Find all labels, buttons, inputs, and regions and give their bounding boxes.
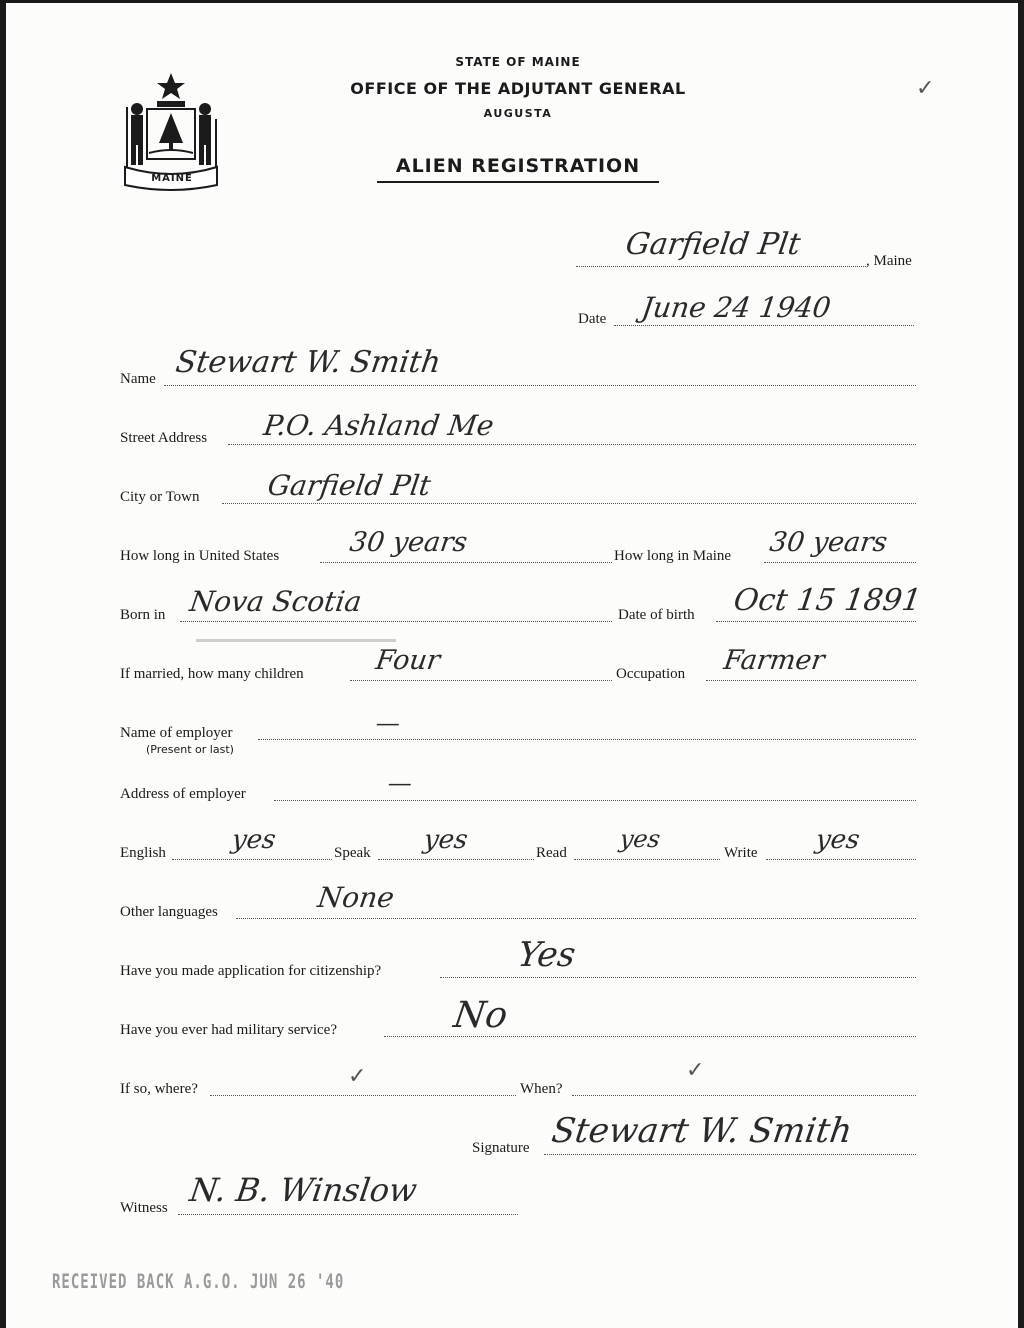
born-in-label: Born in xyxy=(120,607,166,623)
speak-label: Speak xyxy=(334,845,371,861)
how-long-us-value: 30 years xyxy=(347,527,470,558)
employer-address-value: — xyxy=(386,769,414,797)
read-value: yes xyxy=(618,825,663,853)
children-value: Four xyxy=(373,645,442,676)
occupation-value: Farmer xyxy=(721,645,827,676)
city-town-line xyxy=(222,503,916,504)
signature-value: Stewart W. Smith xyxy=(549,1111,855,1151)
witness-value: N. B. Winslow xyxy=(187,1171,420,1209)
how-long-maine-line xyxy=(764,562,916,563)
how-long-us-line xyxy=(320,562,612,563)
children-label: If married, how many children xyxy=(120,666,304,682)
corner-check-mark: ✓ xyxy=(916,75,935,100)
english-label: English xyxy=(120,845,166,861)
english-value: yes xyxy=(229,825,278,855)
street-address-label: Street Address xyxy=(120,430,208,446)
name-line xyxy=(164,385,916,386)
write-label: Write xyxy=(724,845,758,861)
speak-line xyxy=(378,859,534,860)
where-line xyxy=(210,1095,516,1096)
signature-line xyxy=(544,1154,916,1155)
born-in-value: Nova Scotia xyxy=(187,585,364,618)
citizenship-label: Have you made application for citizenship? xyxy=(120,963,382,979)
where-value: ✓ xyxy=(348,1063,367,1088)
other-languages-line xyxy=(236,918,916,919)
speak-value: yes xyxy=(421,825,470,855)
city-town-label: City or Town xyxy=(120,489,200,505)
military-line xyxy=(384,1036,916,1037)
employer-name-line xyxy=(258,739,916,740)
maine-suffix: , Maine xyxy=(866,253,912,269)
employer-name-value: — xyxy=(374,709,402,737)
when-label: When? xyxy=(520,1081,563,1097)
citizenship-value: Yes xyxy=(515,935,578,975)
military-value: No xyxy=(451,995,511,1036)
date-label: Date xyxy=(578,311,607,327)
employer-address-label: Address of employer xyxy=(120,786,246,802)
street-address-line xyxy=(228,444,916,445)
how-long-us-label: How long in United States xyxy=(120,548,280,564)
received-stamp: RECEIVED BACK A.G.O. JUN 26 '40 xyxy=(52,1271,345,1294)
occupation-label: Occupation xyxy=(616,666,686,682)
name-label: Name xyxy=(120,371,156,387)
military-label: Have you ever had military service? xyxy=(120,1022,337,1038)
town-value: Garfield Plt xyxy=(623,227,803,262)
seal-banner-text: MAINE xyxy=(151,173,193,184)
office-heading: OFFICE OF THE ADJUTANT GENERAL xyxy=(350,79,686,98)
other-languages-value: None xyxy=(315,881,397,914)
where-label: If so, where? xyxy=(120,1081,198,1097)
english-line xyxy=(172,859,332,860)
date-value: June 24 1940 xyxy=(639,291,833,324)
town-line xyxy=(576,266,866,267)
citizenship-line xyxy=(440,977,916,978)
read-line xyxy=(574,859,720,860)
how-long-maine-label: How long in Maine xyxy=(614,548,732,564)
paper-smudge xyxy=(196,639,396,642)
form-title: ALIEN REGISTRATION xyxy=(395,155,641,177)
title-underline xyxy=(377,181,659,183)
date-of-birth-line xyxy=(716,621,916,622)
name-value: Stewart W. Smith xyxy=(173,345,443,380)
witness-line xyxy=(178,1214,518,1215)
when-value: ✓ xyxy=(686,1057,705,1082)
children-line xyxy=(350,680,612,681)
employer-name-label: Name of employer xyxy=(120,725,233,741)
date-of-birth-label: Date of birth xyxy=(618,607,695,623)
write-value: yes xyxy=(813,825,862,855)
signature-label: Signature xyxy=(472,1140,530,1156)
city-town-value: Garfield Plt xyxy=(265,469,433,502)
date-line xyxy=(614,325,914,326)
other-languages-label: Other languages xyxy=(120,904,218,920)
born-in-line xyxy=(180,621,612,622)
occupation-line xyxy=(706,680,916,681)
employer-address-line xyxy=(274,800,916,801)
state-heading: STATE OF MAINE xyxy=(455,55,581,69)
date-of-birth-value: Oct 15 1891 xyxy=(731,583,924,618)
witness-label: Witness xyxy=(120,1200,168,1216)
when-line xyxy=(572,1095,916,1096)
read-label: Read xyxy=(536,845,567,861)
city-heading: AUGUSTA xyxy=(483,107,553,120)
write-line xyxy=(766,859,916,860)
street-address-value: P.O. Ashland Me xyxy=(261,409,496,442)
employer-sub-label: (Present or last) xyxy=(146,743,234,756)
how-long-maine-value: 30 years xyxy=(767,527,890,558)
